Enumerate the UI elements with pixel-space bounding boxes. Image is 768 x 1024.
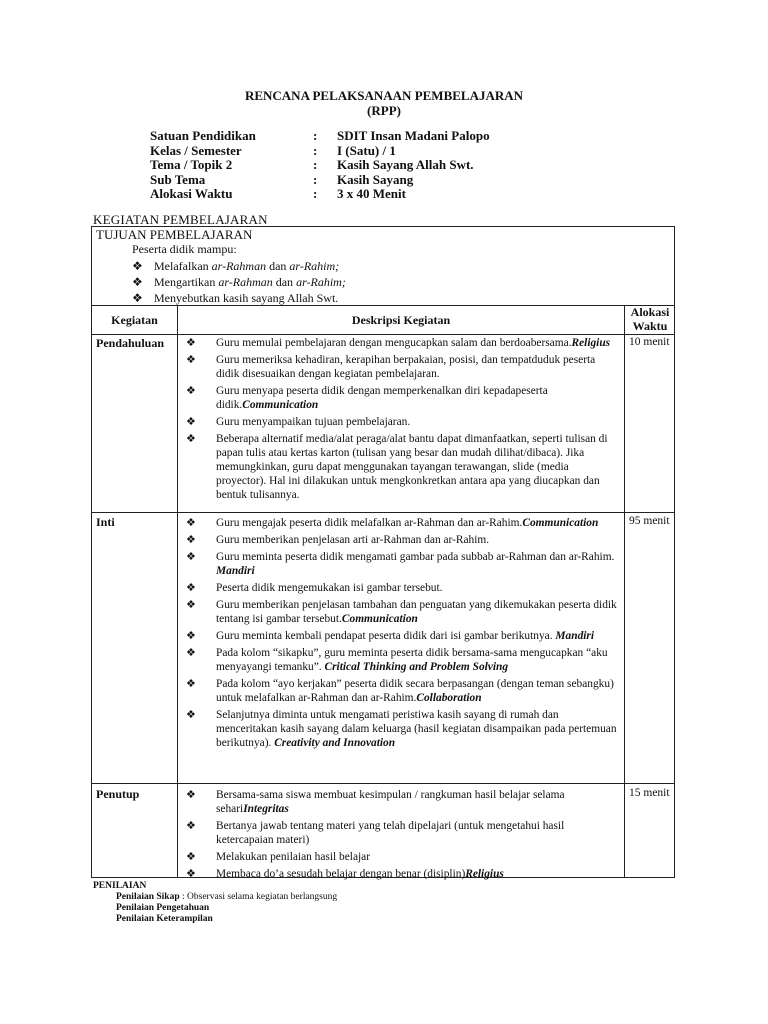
table-divider bbox=[91, 512, 675, 513]
phase-name: Pendahuluan bbox=[96, 336, 165, 350]
diamond-bullet-icon: ❖ bbox=[186, 415, 196, 428]
activity-item bbox=[186, 850, 618, 864]
activity-text: Guru memberikan penjelasan arti ar-Rahman dan ar-Rahim. bbox=[216, 534, 490, 546]
kegiatan-heading: KEGIATAN PEMBELAJARAN bbox=[93, 212, 268, 227]
tujuan-term: ar-Rahman bbox=[218, 275, 273, 289]
diamond-bullet-icon: ❖ bbox=[132, 259, 143, 273]
column-header-kegiatan: Kegiatan bbox=[111, 313, 158, 327]
phase-bullets bbox=[186, 516, 618, 750]
penilaian-label: Penilaian Sikap bbox=[116, 892, 180, 902]
character-tag: Mandiri bbox=[216, 565, 255, 577]
activity-text: Bertanya jawab tentang materi yang telah dipelajari (untuk mengetahui hasil ketercapaian materi) bbox=[216, 820, 565, 846]
phase-time: 95 menit bbox=[629, 515, 670, 527]
identity-block bbox=[150, 129, 490, 202]
table-divider bbox=[177, 305, 178, 878]
penilaian-label: Penilaian Keterampilan bbox=[116, 914, 213, 924]
identity-value: Kasih Sayang bbox=[337, 171, 414, 187]
identity-label: Kelas / Semester bbox=[150, 142, 242, 158]
diamond-bullet-icon: ❖ bbox=[186, 432, 196, 445]
diamond-bullet-icon: ❖ bbox=[186, 550, 196, 563]
tujuan-item bbox=[132, 258, 346, 274]
activity-text: Peserta didik mengemukakan isi gambar tersebut. bbox=[216, 582, 443, 594]
diamond-bullet-icon: ❖ bbox=[186, 384, 196, 397]
column-header-alokasi: Alokasi Waktu bbox=[630, 305, 670, 333]
diamond-bullet-icon: ❖ bbox=[186, 819, 196, 832]
phase-bullets bbox=[186, 336, 618, 502]
tujuan-intro: Peserta didik mampu: bbox=[132, 242, 237, 256]
identity-colon: : bbox=[313, 171, 318, 187]
tujuan-text: Mengartikan bbox=[154, 275, 219, 289]
activity-text: Bersama-sama siswa membuat kesimpulan / rangkuman hasil belajar selama sehari bbox=[216, 789, 565, 815]
tujuan-term: ar-Rahim; bbox=[296, 275, 346, 289]
identity-value: I (Satu) / 1 bbox=[337, 142, 396, 158]
tujuan-text: Menyebutkan kasih sayang Allah Swt. bbox=[154, 291, 339, 305]
activity-item bbox=[186, 336, 618, 350]
phase-bullets bbox=[186, 788, 618, 881]
diamond-bullet-icon: ❖ bbox=[132, 291, 143, 305]
identity-value: 3 x 40 Menit bbox=[337, 186, 406, 201]
tujuan-item bbox=[132, 274, 346, 290]
activity-item bbox=[186, 788, 618, 816]
diamond-bullet-icon: ❖ bbox=[186, 788, 196, 801]
tujuan-text: Melafalkan bbox=[154, 259, 212, 273]
character-tag: Communication bbox=[242, 399, 319, 411]
activity-text: Guru meminta kembali pendapat peserta didik dari isi gambar berikutnya. bbox=[216, 630, 553, 642]
character-tag: Religius bbox=[571, 337, 611, 349]
character-tag: Critical Thinking and Problem Solving bbox=[321, 661, 509, 673]
diamond-bullet-icon: ❖ bbox=[186, 850, 196, 863]
penilaian-item bbox=[93, 903, 337, 914]
activity-item bbox=[186, 353, 618, 381]
document-subtitle: (RPP) bbox=[367, 103, 401, 118]
identity-value: SDIT Insan Madani Palopo bbox=[337, 128, 490, 143]
activity-text: Pada kolom “ayo kerjakan” peserta didik secara berpasangan (dengan teman sebangku) untuk melafalkan ar-Rahman dan ar-Rahim. bbox=[216, 678, 614, 704]
penilaian-label: Penilaian Pengetahuan bbox=[116, 903, 210, 913]
character-tag: Religius bbox=[465, 868, 504, 880]
phase-time: 10 menit bbox=[629, 336, 670, 348]
activity-item bbox=[186, 819, 618, 847]
activity-text: Guru memberikan penjelasan tambahan dan penguatan yang dikemukakan peserta didik tentang isi gambar tersebut. bbox=[216, 599, 617, 625]
identity-colon: : bbox=[313, 128, 318, 143]
phase-name: Penutup bbox=[96, 787, 140, 801]
activity-text: Selanjutnya diminta untuk mengamati peristiwa kasih sayang di rumah dan menceritakan kasih sayang dalam keluarga (hasil kegiatan disampaikan pada pertemuan berikutnya). bbox=[216, 709, 617, 749]
diamond-bullet-icon: ❖ bbox=[132, 275, 143, 289]
activity-item bbox=[186, 646, 618, 674]
diamond-bullet-icon: ❖ bbox=[186, 867, 196, 880]
diamond-bullet-icon: ❖ bbox=[186, 581, 196, 594]
identity-row bbox=[150, 158, 490, 173]
activity-text: Guru menyapa peserta didik dengan memperkenalkan diri kepadapeserta didik. bbox=[216, 385, 548, 411]
activity-item bbox=[186, 708, 618, 750]
diamond-bullet-icon: ❖ bbox=[186, 598, 196, 611]
activity-text: Guru meminta peserta didik mengamati gambar pada subbab ar-Rahman dan ar-Rahim. bbox=[216, 551, 615, 563]
table-divider bbox=[624, 305, 625, 878]
diamond-bullet-icon: ❖ bbox=[186, 708, 196, 721]
activity-text: Guru mengajak peserta didik melafalkan ar-Rahman dan ar-Rahim. bbox=[216, 517, 523, 529]
identity-colon: : bbox=[313, 157, 318, 172]
table-divider bbox=[91, 305, 675, 306]
character-tag: Mandiri bbox=[552, 630, 595, 642]
table-divider bbox=[91, 783, 675, 784]
activity-text: Beberapa alternatif media/alat peraga/alat bantu dapat dimanfaatkan, seperti tulisan di papan tulis atau kertas karton (tulisan yang besar dan mudah dilihat/dibaca). Jika memungkinkan, guru dapat menggunakan tayangan terawangan, slide (media proyector). Hal ini dilakukan untuk mengkonkretkan antara apa yang diucapkan dan bentuk tulisannya. bbox=[216, 433, 608, 501]
penilaian-title: PENILAIAN bbox=[93, 881, 147, 891]
phase-name: Inti bbox=[96, 515, 115, 529]
activity-text: Melakukan penilaian hasil belajar bbox=[216, 851, 371, 863]
activity-item bbox=[186, 533, 618, 547]
identity-row bbox=[150, 173, 490, 188]
character-tag: Creativity and Innovation bbox=[271, 737, 396, 749]
identity-row bbox=[150, 129, 490, 144]
tujuan-term: ar-Rahman bbox=[211, 259, 267, 273]
activity-item bbox=[186, 867, 618, 881]
diamond-bullet-icon: ❖ bbox=[186, 516, 196, 529]
character-tag: Communication bbox=[341, 613, 418, 625]
identity-colon: : bbox=[313, 186, 318, 201]
tujuan-heading: TUJUAN PEMBELAJARAN bbox=[96, 227, 253, 242]
activity-item bbox=[186, 598, 618, 626]
diamond-bullet-icon: ❖ bbox=[186, 353, 196, 366]
penilaian-item bbox=[93, 914, 337, 925]
identity-label: Tema / Topik 2 bbox=[150, 157, 233, 172]
activity-text: Guru menyampaikan tujuan pembelajaran. bbox=[216, 416, 411, 428]
identity-row bbox=[150, 144, 490, 159]
identity-row bbox=[150, 187, 490, 202]
penilaian-item bbox=[93, 892, 337, 903]
diamond-bullet-icon: ❖ bbox=[186, 336, 196, 349]
identity-colon: : bbox=[313, 142, 318, 158]
tujuan-text: dan bbox=[266, 259, 290, 273]
character-tag: Communication bbox=[522, 517, 599, 529]
diamond-bullet-icon: ❖ bbox=[186, 533, 196, 546]
penilaian-section bbox=[93, 880, 337, 925]
activity-item bbox=[186, 432, 618, 502]
diamond-bullet-icon: ❖ bbox=[186, 646, 196, 659]
penilaian-detail: : Observasi selama kegiatan berlangsung bbox=[179, 892, 338, 902]
identity-label: Sub Tema bbox=[150, 171, 206, 187]
character-tag: Collaboration bbox=[416, 692, 482, 704]
tujuan-term: ar-Rahim; bbox=[289, 259, 340, 273]
table-divider bbox=[91, 334, 675, 335]
activity-text: Pada kolom “sikapku”, guru meminta peserta didik bersama-sama mengucapkan “aku menyayangi temanku”. bbox=[216, 647, 608, 673]
activity-item bbox=[186, 415, 618, 429]
tujuan-item bbox=[132, 290, 346, 306]
document-title: RENCANA PELAKSANAAN PEMBELAJARAN bbox=[244, 88, 524, 103]
activity-text: Membaca do’a sesudah belajar dengan benar (disiplin) bbox=[216, 868, 466, 880]
activity-text: Guru memeriksa kehadiran, kerapihan berpakaian, posisi, dan tempatduduk peserta didik disesuaikan dengan kegiatan pembelajaran. bbox=[216, 354, 596, 380]
diamond-bullet-icon: ❖ bbox=[186, 629, 196, 642]
activity-item bbox=[186, 677, 618, 705]
character-tag: Integritas bbox=[243, 803, 289, 815]
tujuan-text: dan bbox=[272, 275, 297, 289]
tujuan-list bbox=[132, 258, 346, 306]
identity-value: Kasih Sayang Allah Swt. bbox=[337, 157, 474, 172]
diamond-bullet-icon: ❖ bbox=[186, 677, 196, 690]
activity-item bbox=[186, 516, 618, 530]
identity-label: Satuan Pendidikan bbox=[150, 128, 256, 143]
activity-item bbox=[186, 550, 618, 578]
activity-text: Guru memulai pembelajaran dengan mengucapkan salam dan berdoabersama. bbox=[216, 337, 572, 349]
identity-label: Alokasi Waktu bbox=[150, 186, 233, 201]
activity-item bbox=[186, 384, 618, 412]
column-header-deskripsi: Deskripsi Kegiatan bbox=[351, 313, 451, 327]
activity-item bbox=[186, 581, 618, 595]
phase-time: 15 menit bbox=[629, 787, 670, 799]
activity-item bbox=[186, 629, 618, 643]
